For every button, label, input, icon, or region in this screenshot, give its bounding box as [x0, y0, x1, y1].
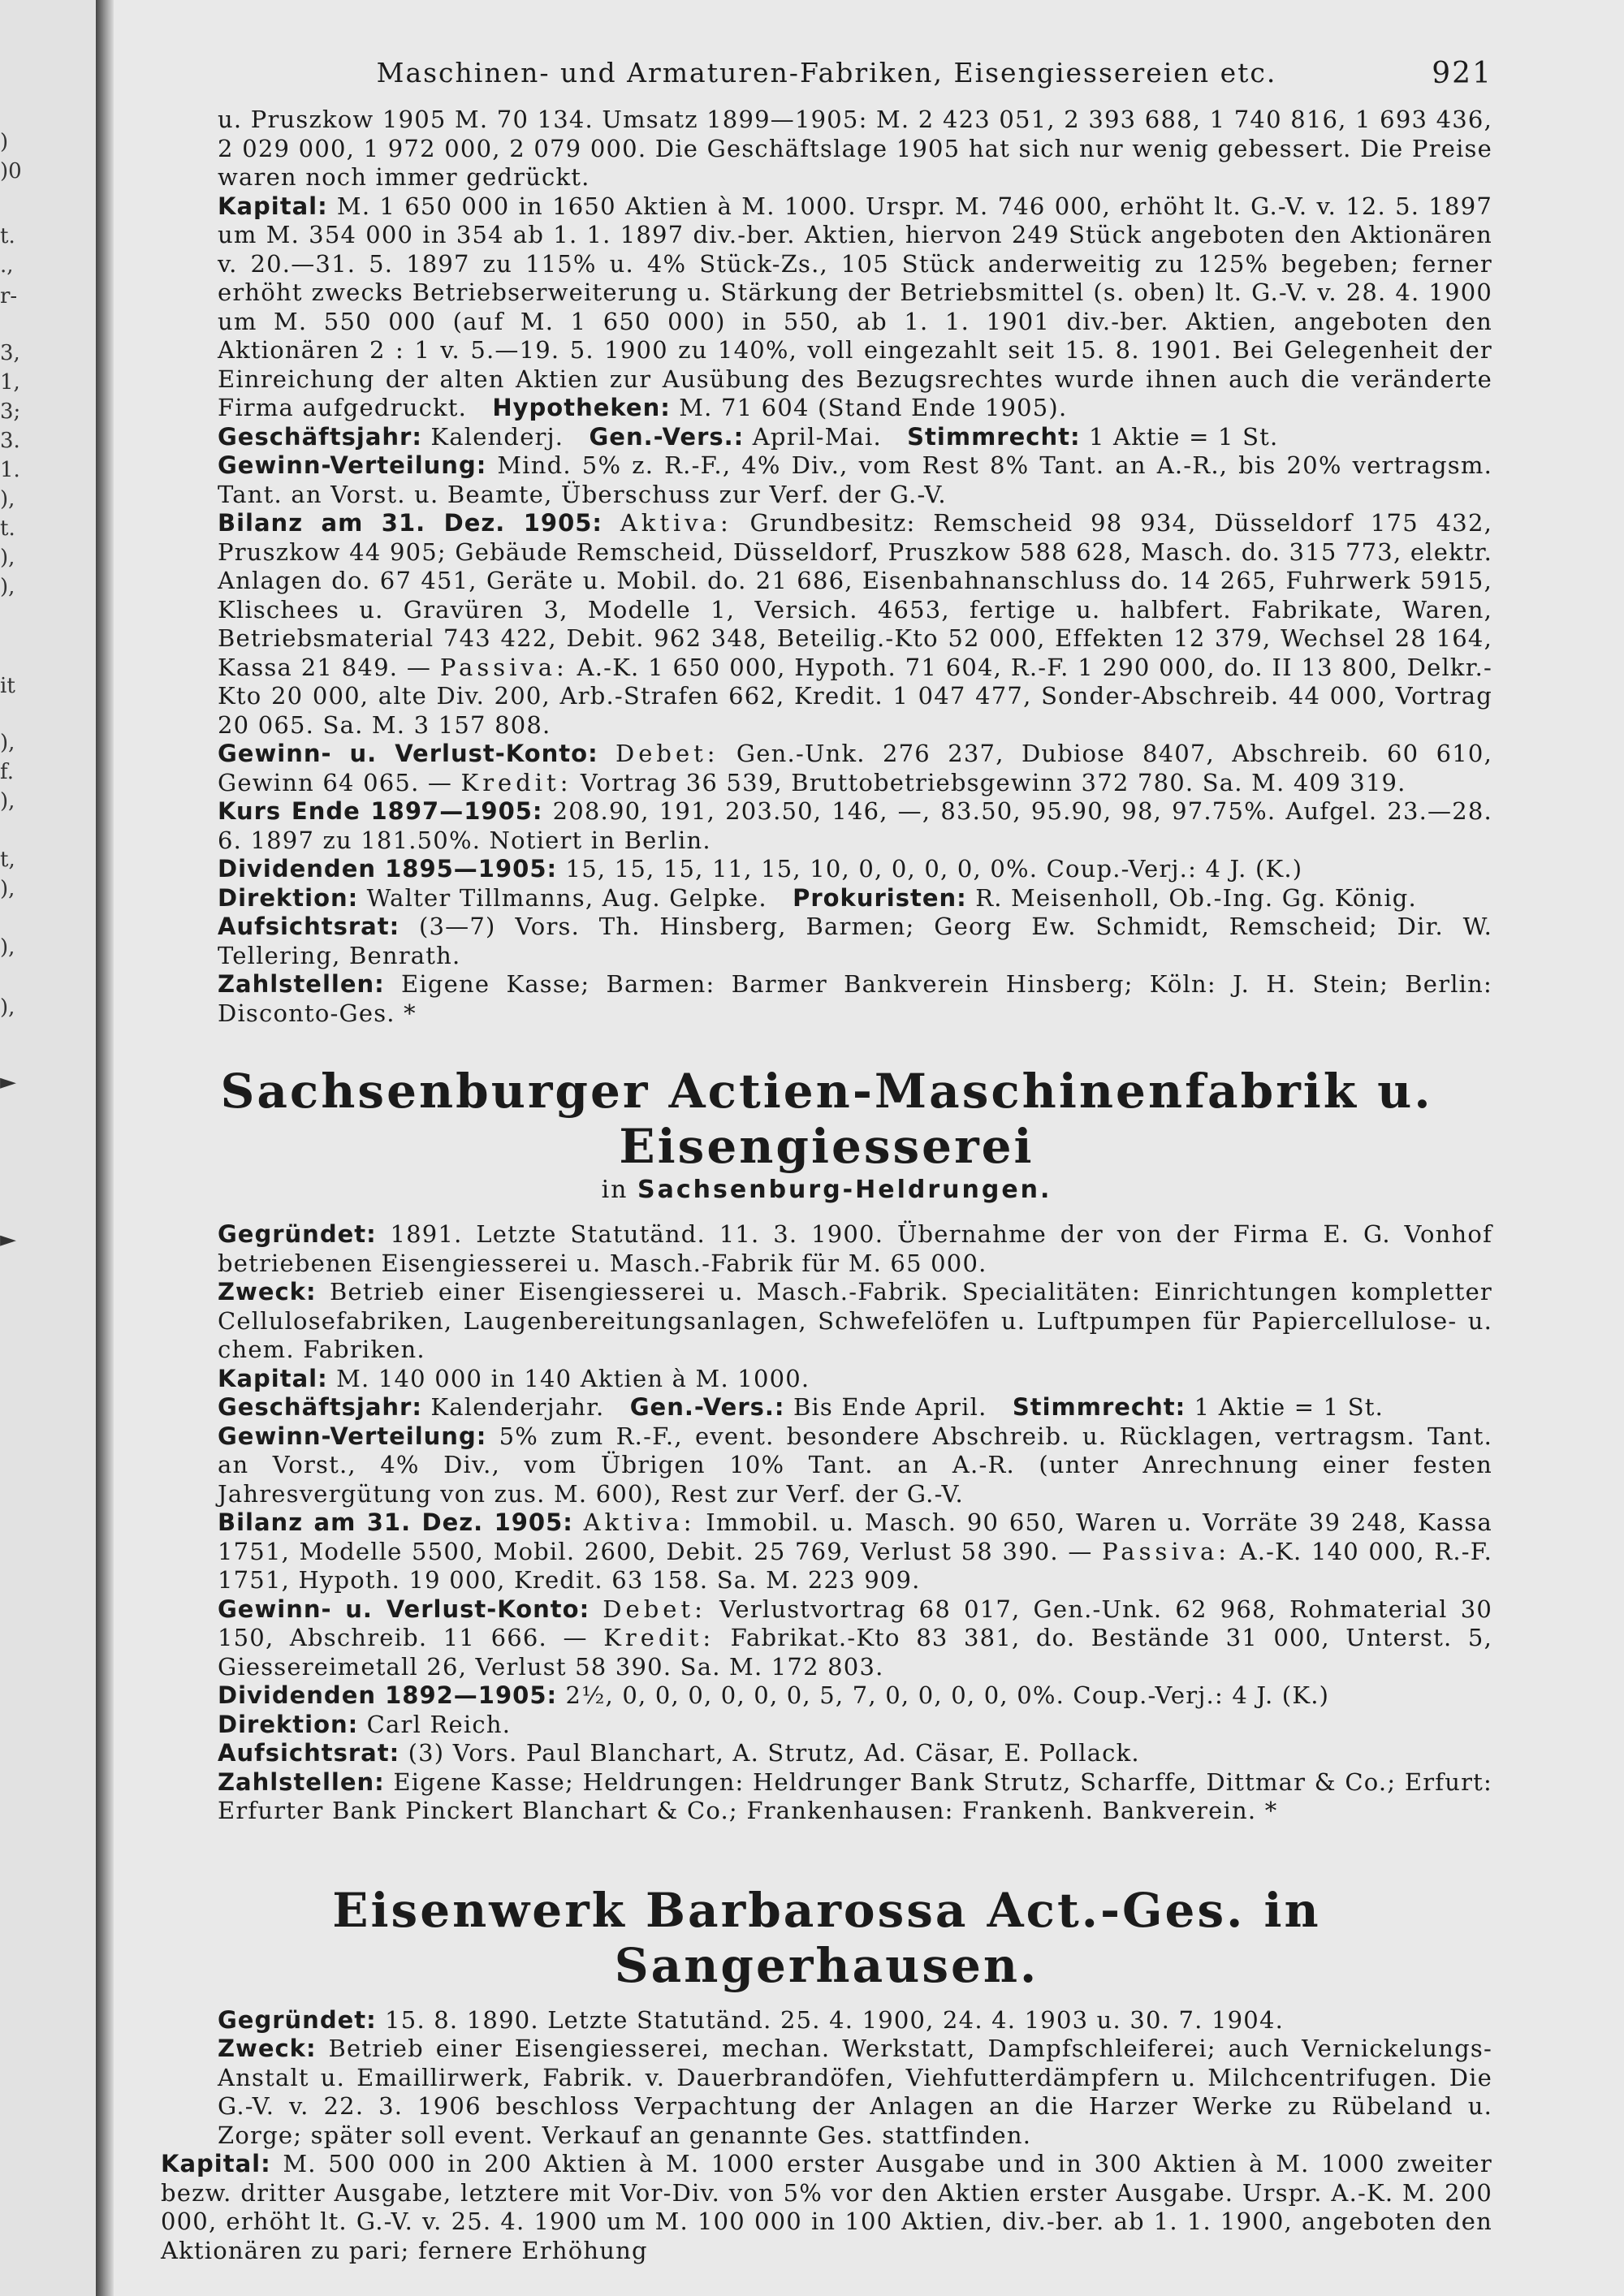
- gutter-mark: 1,: [0, 370, 20, 395]
- entry1-bilanz: [161, 509, 1492, 740]
- running-title: Maschinen- und Armaturen-Fabriken, Eisengiessereien etc.: [376, 57, 1277, 88]
- entry2-bilanz: [161, 1508, 1492, 1595]
- entry3-gegruendet: [161, 2006, 1492, 2035]
- zweck-text: Betrieb einer Eisengiesserei u. Masch.-Fabrik. Specialitäten: Einrichtungen kompletter Cellulosefabriken, Laugenbereitungsanlagen, Schwefelöfen u. Luftpumpen für Papiercellulose- u. chem. Fabriken.: [218, 1278, 1492, 1363]
- gewinn-text: Mind. 5% z. R.-F., 4% Div., vom Rest 8% Tant. an A.-R., bis 20% vertragsm. Tant. an Vorst. u. Beamte, Überschuss zur Verf. der G.-V.: [218, 451, 1492, 508]
- geschaeftsjahr-text: Kalenderjahr.: [430, 1393, 605, 1421]
- stimmrecht-text: 1 Aktie = 1 St.: [1194, 1393, 1384, 1421]
- entry2-subtitle: [161, 1176, 1492, 1204]
- passiva-label: Passiva:: [439, 653, 568, 681]
- entry2-geschaeftsjahr: [161, 1393, 1492, 1422]
- left-gutter: [0, 0, 114, 2296]
- kapital-text: M. 500 000 in 200 Aktien à M. 1000 erster Ausgabe und in 300 Aktien à M. 1000 zweiter bezw. dritter Ausgabe, letztere mit Vor-Div. von 5% vor den Aktien erster Ausgabe. Urspr. A.-K. M. 200 000, erhöht lt. G.-V. v. 25. 4. 1900 um M. 100 000 in 100 Aktien, div.-ber. ab 1. 1. 1900, angeboten den Aktionären zu pari; fernere Erhöhung: [161, 2150, 1492, 2264]
- zahlstellen-text: Eigene Kasse; Barmen: Barmer Bankverein Hinsberg; Köln: J. H. Stein; Berlin: Disconto-Ges. *: [218, 970, 1493, 1027]
- kapital-text: M. 140 000 in 140 Aktien à M. 1000.: [336, 1364, 810, 1392]
- entry2-gegruendet: [161, 1220, 1492, 1278]
- entry1-intro: u. Pruszkow 1905 M. 70 134. Umsatz 1899—1905: M. 2 423 051, 2 393 688, 1 740 816, 1 693 436, 2 029 000, 1 972 000, 2 079 000. Die Geschäftslage 1905 hat sich nur wenig gebessert. Die Preise waren noch immer gedrückt.: [218, 106, 1492, 191]
- kurs-label: Kurs Ende 1897—1905:: [218, 797, 543, 825]
- geschaeftsjahr-text: Kalenderj.: [430, 422, 564, 451]
- aufsichtsrat-label: Aufsichtsrat:: [218, 1739, 400, 1767]
- zweck-text: Betrieb einer Eisengiesserei, mechan. Werkstatt, Dampfschleiferei; auch Vernickelungs-Anstalt u. Emaillirwerk, Fabrik. v. Dauerbrandöfen, Viehfutterdämpfern u. Milchcentrifugen. Die G.-V. v. 22. 3. 1906 beschloss Verpachtung der Anlagen an die Harzer Werke zu Rübeland u. Zorge; später soll event. Verkauf an genannte Ges. stattfinden.: [218, 2035, 1493, 2149]
- gewinn-text: 5% zum R.-F., event. besondere Abschreib. u. Rücklagen, vertragsm. Tant. an Vorst., 4% Div., vom Übrigen 10% Tant. an A.-R. (unter Anrechnung einer festen Jahresvergütung von zus. M. 600), Rest zur Verf. der G.-V.: [218, 1422, 1493, 1508]
- page: [161, 57, 1492, 2265]
- entry1-guv: [161, 740, 1492, 797]
- dividenden-label: Dividenden 1895—1905:: [218, 855, 558, 883]
- geschaeftsjahr-label: Geschäftsjahr:: [218, 422, 422, 451]
- kredit-label: Kredit:: [460, 768, 572, 796]
- running-header: [161, 57, 1492, 106]
- aktiva-text: Grundbesitz: Remscheid 98 934, Düsseldorf 175 432, Pruszkow 44 905; Gebäude Remscheid, Düsseldorf, Pruszkow 588 628, Masch. do. 315 773, elektr. Anlagen do. 67 451, Geräte u. Mobil. do. 21 686, Eisenbahnanschluss do. 14 265, Fuhrwerk 5915, Klischees u. Gravüren 3, Modelle 1, Versich. 4653, fertige u. halbfert. Fabrikate, Waren, Betriebsmaterial 743 422, Debit. 962 348, Beteilig.-Kto 52 000, Effekten 12 379, Wechsel 28 164, Kassa 21 849. —: [218, 509, 1493, 681]
- zweck-label: Zweck:: [218, 2035, 317, 2062]
- genvers-text: Bis Ende April.: [793, 1393, 987, 1421]
- zahlstellen-label: Zahlstellen:: [218, 970, 385, 998]
- stimmrecht-label: Stimmrecht:: [1012, 1393, 1186, 1421]
- genvers-text: April-Mai.: [752, 422, 882, 451]
- gutter-mark: 3.: [0, 429, 20, 453]
- gutter-mark: t.: [0, 516, 15, 541]
- entry3-kapital: [161, 2150, 1492, 2265]
- entry2-zweck: [161, 1278, 1492, 1365]
- entry1-dividenden: [161, 855, 1492, 884]
- kurs-text: 208.90, 191, 203.50, 146, —, 83.50, 95.90, 98, 97.75%. Aufgel. 23.—28. 6. 1897 zu 181.50%. Notiert in Berlin.: [218, 797, 1492, 854]
- guv-label: Gewinn- u. Verlust-Konto:: [218, 740, 598, 767]
- gutter-mark: ),: [0, 995, 15, 1020]
- zahlstellen-label: Zahlstellen:: [218, 1767, 385, 1796]
- aktiva-text: Immobil. u. Masch. 90 650, Waren u. Vorräte 39 248, Kassa 1751, Modelle 5500, Mobil. 2600, Debit. 25 769, Verlust 58 390. —: [218, 1508, 1492, 1565]
- entry1-direktion: [161, 884, 1492, 913]
- entry3-title: Eisenwerk Barbarossa Act.-Ges. in Sangerhausen.: [332, 1882, 1321, 1993]
- entry1-kurs: [161, 797, 1492, 855]
- zweck-label: Zweck:: [218, 1278, 317, 1306]
- entry1-zahlstellen: [161, 970, 1492, 1028]
- geschaeftsjahr-label: Geschäftsjahr:: [218, 1393, 422, 1421]
- kapital-label: Kapital:: [218, 192, 328, 220]
- entry1-kapital: [161, 192, 1492, 423]
- gutter-mark: 1.: [0, 458, 20, 482]
- page-fold-shadow: [96, 0, 114, 2296]
- debet-label: Debet:: [603, 1595, 706, 1623]
- aufsichtsrat-text: (3) Vors. Paul Blanchart, A. Strutz, Ad. Cäsar, E. Pollack.: [408, 1739, 1140, 1767]
- gutter-mark: it: [0, 674, 15, 698]
- gutter-mark: ),: [0, 789, 15, 814]
- gewinn-label: Gewinn-Verteilung:: [218, 451, 487, 479]
- gutter-mark: ): [0, 130, 9, 154]
- gutter-mark: ),: [0, 731, 15, 755]
- stimmrecht-label: Stimmrecht:: [907, 422, 1081, 451]
- gutter-mark: ),: [0, 877, 15, 901]
- gegruendet-text: 1891. Letzte Statutänd. 11. 3. 1900. Übernahme der von der Firma E. G. Vonhof betriebenen Eisengiesserei u. Masch.-Fabrik für M. 65 000.: [218, 1220, 1492, 1277]
- debet-text: Verlustvortrag 68 017, Gen.-Unk. 62 968, Rohmaterial 30 150, Abschreib. 11 666. —: [218, 1595, 1493, 1651]
- debet-label: Debet:: [615, 740, 719, 767]
- gutter-mark: )0: [0, 159, 22, 183]
- kapital-label: Kapital:: [161, 2150, 271, 2177]
- entry3-zweck: [161, 2035, 1492, 2150]
- gutter-mark: ),: [0, 487, 15, 511]
- entry2-dividenden: [161, 1681, 1492, 1711]
- aktiva-label: Aktiva:: [620, 509, 732, 537]
- gewinn-label: Gewinn-Verteilung:: [218, 1422, 487, 1450]
- dividenden-text: 2½, 0, 0, 0, 0, 0, 0, 5, 7, 0, 0, 0, 0, 0%. Coup.-Verj.: 4 J. (K.): [565, 1681, 1330, 1709]
- bilanz-label: Bilanz am 31. Dez. 1905:: [218, 1508, 573, 1536]
- gutter-mark: ►: [0, 1228, 16, 1252]
- gutter-mark: r-: [0, 284, 18, 309]
- entry2-guv: [161, 1595, 1492, 1682]
- page-number: 921: [1432, 57, 1492, 90]
- direktion-text: Carl Reich.: [366, 1710, 512, 1738]
- stimmrecht-text: 1 Aktie = 1 St.: [1088, 422, 1279, 451]
- entry1-gewinn: [161, 451, 1492, 509]
- dividenden-label: Dividenden 1892—1905:: [218, 1681, 558, 1709]
- gutter-mark: t,: [0, 848, 15, 872]
- genvers-label: Gen.-Vers.:: [629, 1393, 785, 1421]
- guv-label: Gewinn- u. Verlust-Konto:: [218, 1595, 590, 1623]
- dividenden-text: 15, 15, 15, 11, 15, 10, 0, 0, 0, 0, 0%. Coup.-Verj.: 4 J. (K.): [565, 855, 1303, 883]
- entry2-title: Sachsenburger Actien-Maschinenfabrik u. Eisengiesserei: [220, 1064, 1433, 1174]
- entry2-direktion: [161, 1711, 1492, 1740]
- hypotheken-label: Hypotheken:: [492, 394, 671, 421]
- gutter-mark: ),: [0, 575, 15, 599]
- passiva-text: A.-K. 1 650 000, Hypoth. 71 604, R.-F. 1 290 000, do. II 13 800, Delkr.-Kto 20 000, alte Div. 200, Arb.-Strafen 662, Kredit. 1 047 477, Sonder-Abschreib. 44 000, Vortrag 20 065. Sa. M. 3 157 808.: [218, 653, 1492, 739]
- entry1-aufsichtsrat: [161, 913, 1492, 970]
- aufsichtsrat-label: Aufsichtsrat:: [218, 913, 400, 940]
- entry2-location: Sachsenburg-Heldrungen.: [637, 1176, 1052, 1204]
- aufsichtsrat-text: (3—7) Vors. Th. Hinsberg, Barmen; Georg Ew. Schmidt, Remscheid; Dir. W. Tellering, Benrath.: [218, 913, 1492, 969]
- gutter-mark: ),: [0, 546, 15, 570]
- gutter-mark: 3,: [0, 341, 20, 365]
- passiva-text: A.-K. 140 000, R.-F. 1751, Hypoth. 19 000, Kredit. 63 158. Sa. M. 223 909.: [218, 1537, 1492, 1594]
- kapital-text: M. 1 650 000 in 1650 Aktien à M. 1000. Urspr. M. 746 000, erhöht lt. G.-V. v. 12. 5. 1897 um M. 354 000 in 354 ab 1. 1. 1897 div.-ber. Aktien, hiervon 249 Stück angeboten den Aktionären v. 20.—31. 5. 1897 zu 115% u. 4% Stück-Zs., 105 Stück anderweitig zu 125% begeben; ferner erhöht zwecks Betriebserweiterung u. Stärkung der Betriebsmittel (s. oben) lt. G.-V. v. 28. 4. 1900 um M. 550 000 (auf M. 1 650 000) in 550, ab 1. 1. 1901 div.-ber. Aktien, angeboten den Aktionären 2 : 1 v. 5.—19. 5. 1900 zu 140%, voll eingezahlt seit 15. 8. 1901. Bei Gelegenheit der Einreichung der alten Aktien zur Ausübung des Bezugsrechtes wurde ihnen auch die veränderte Firma aufgedruckt.: [218, 192, 1492, 421]
- gutter-mark: ►: [0, 1070, 16, 1094]
- gutter-mark: 3;: [0, 399, 21, 424]
- aktiva-label: Aktiva:: [583, 1508, 696, 1536]
- gegruendet-text: 15. 8. 1890. Letzte Statutänd. 25. 4. 1900, 24. 4. 1903 u. 30. 7. 1904.: [385, 2005, 1285, 2034]
- entry2-aufsichtsrat: [161, 1739, 1492, 1768]
- prokuristen-text: R. Meisenholl, Ob.-Ing. Gg. König.: [975, 883, 1417, 912]
- gegruendet-label: Gegründet:: [218, 2005, 377, 2034]
- hypotheken-text: M. 71 604 (Stand Ende 1905).: [679, 394, 1068, 421]
- direktion-text: Walter Tillmanns, Aug. Gelpke.: [366, 883, 767, 912]
- gutter-mark: .,: [0, 253, 14, 278]
- entry1-geschaeftsjahr: [161, 423, 1492, 452]
- gutter-mark: ),: [0, 935, 15, 960]
- gutter-mark: t.: [0, 224, 15, 248]
- passiva-label: Passiva:: [1102, 1537, 1231, 1565]
- gegruendet-label: Gegründet:: [218, 1220, 377, 1248]
- direktion-label: Direktion:: [218, 1710, 359, 1738]
- entry2-in: in: [601, 1176, 628, 1204]
- kapital-label: Kapital:: [218, 1364, 328, 1392]
- kredit-text: Fabrikat.-Kto 83 381, do. Bestände 31 000, Unterst. 5, Giessereimetall 26, Verlust 58 390. Sa. M. 172 803.: [218, 1624, 1492, 1681]
- entry2-zahlstellen: [161, 1768, 1492, 1826]
- entry2-kapital: [161, 1365, 1492, 1394]
- prokuristen-label: Prokuristen:: [793, 883, 967, 912]
- kredit-label: Kredit:: [603, 1624, 715, 1651]
- entry2-gewinn: [161, 1422, 1492, 1509]
- zahlstellen-text: Eigene Kasse; Heldrungen: Heldrunger Bank Strutz, Scharffe, Dittmar & Co.; Erfurt: Erfurter Bank Pinckert Blanchart & Co.; Frankenhausen: Frankenh. Bankverein. *: [218, 1767, 1493, 1824]
- kredit-text: Vortrag 36 539, Bruttobetriebsgewinn 372 780. Sa. M. 409 319.: [580, 768, 1406, 796]
- debet-text: Gen.-Unk. 276 237, Dubiose 8407, Abschreib. 60 610, Gewinn 64 065. —: [218, 740, 1492, 796]
- genvers-label: Gen.-Vers.:: [589, 422, 745, 451]
- gutter-mark: f.: [0, 760, 14, 784]
- direktion-label: Direktion:: [218, 883, 359, 912]
- bilanz-label: Bilanz am 31. Dez. 1905:: [218, 509, 603, 537]
